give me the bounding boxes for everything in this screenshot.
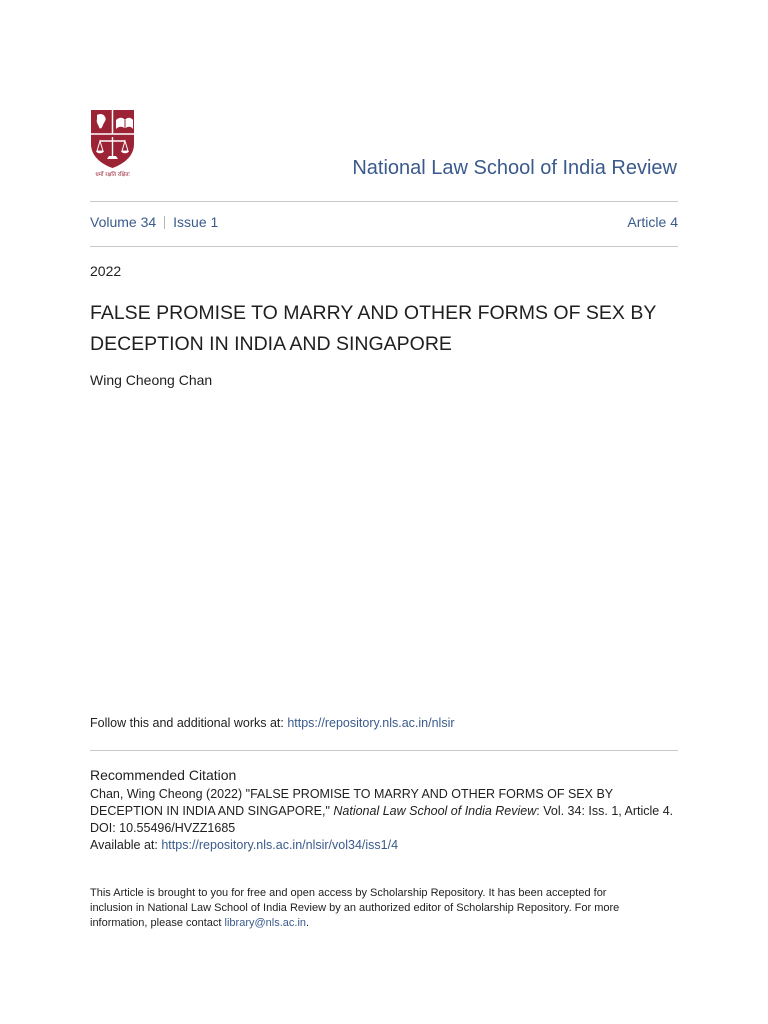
issue-separator [164,216,165,229]
citation-reference [90,786,680,820]
citation-text: Chan, Wing Cheong (2022) "FALSE PROMISE TO MARRY AND OTHER FORMS OF SEX BY DECEPTION IN INDIA AND SINGAPORE," [90,787,613,818]
collection-link[interactable]: https://repository.nls.ac.in/nlsir [287,716,455,730]
follow-text: Follow this and additional works at: [90,716,288,730]
divider-issue [90,246,678,247]
issue-link[interactable]: Issue 1 [173,214,219,230]
recommended-citation-heading: Recommended Citation [90,767,237,783]
nls-crest-logo-icon [89,108,136,178]
citation-available [90,837,680,854]
issue-bar [90,214,678,232]
citation-volume: : Vol. 34: Iss. 1, Article 4. [536,804,674,818]
access-notice [90,886,650,931]
article-title: FALSE PROMISE TO MARRY AND OTHER FORMS OF SEX BY DECEPTION IN INDIA AND SINGAPORE [90,302,656,355]
citation-doi: DOI: 10.55496/HVZZ1685 [90,821,236,835]
citation-journal: National Law School of India Review [333,804,537,818]
article-author: Wing Cheong Chan [90,372,213,388]
citation-block [90,786,680,854]
volume-link[interactable]: Volume 34 [90,214,157,230]
divider-top [90,201,678,202]
contact-email-link[interactable]: library@nls.ac.in [224,917,306,929]
article-link[interactable]: https://repository.nls.ac.in/nlsir/vol34/iss1/4 [161,838,399,852]
access-notice-text: This Article is brought to you for free and open access by Scholarship Repository. It has been accepted for inclusion in National Law School of India Review by an authorized editor of Scholarship Repository. For more information, please contact [90,887,620,929]
publication-year: 2022 [90,263,122,279]
access-notice-end: . [306,917,310,929]
divider-citation [90,750,678,751]
follow-line [90,716,455,730]
logo-motto: धर्मो रक्षति रक्षितः [95,172,130,178]
journal-title-link[interactable]: National Law School of India Review [352,157,677,179]
article-number-link[interactable]: Article 4 [627,214,678,230]
available-label: Available at: [90,838,162,852]
